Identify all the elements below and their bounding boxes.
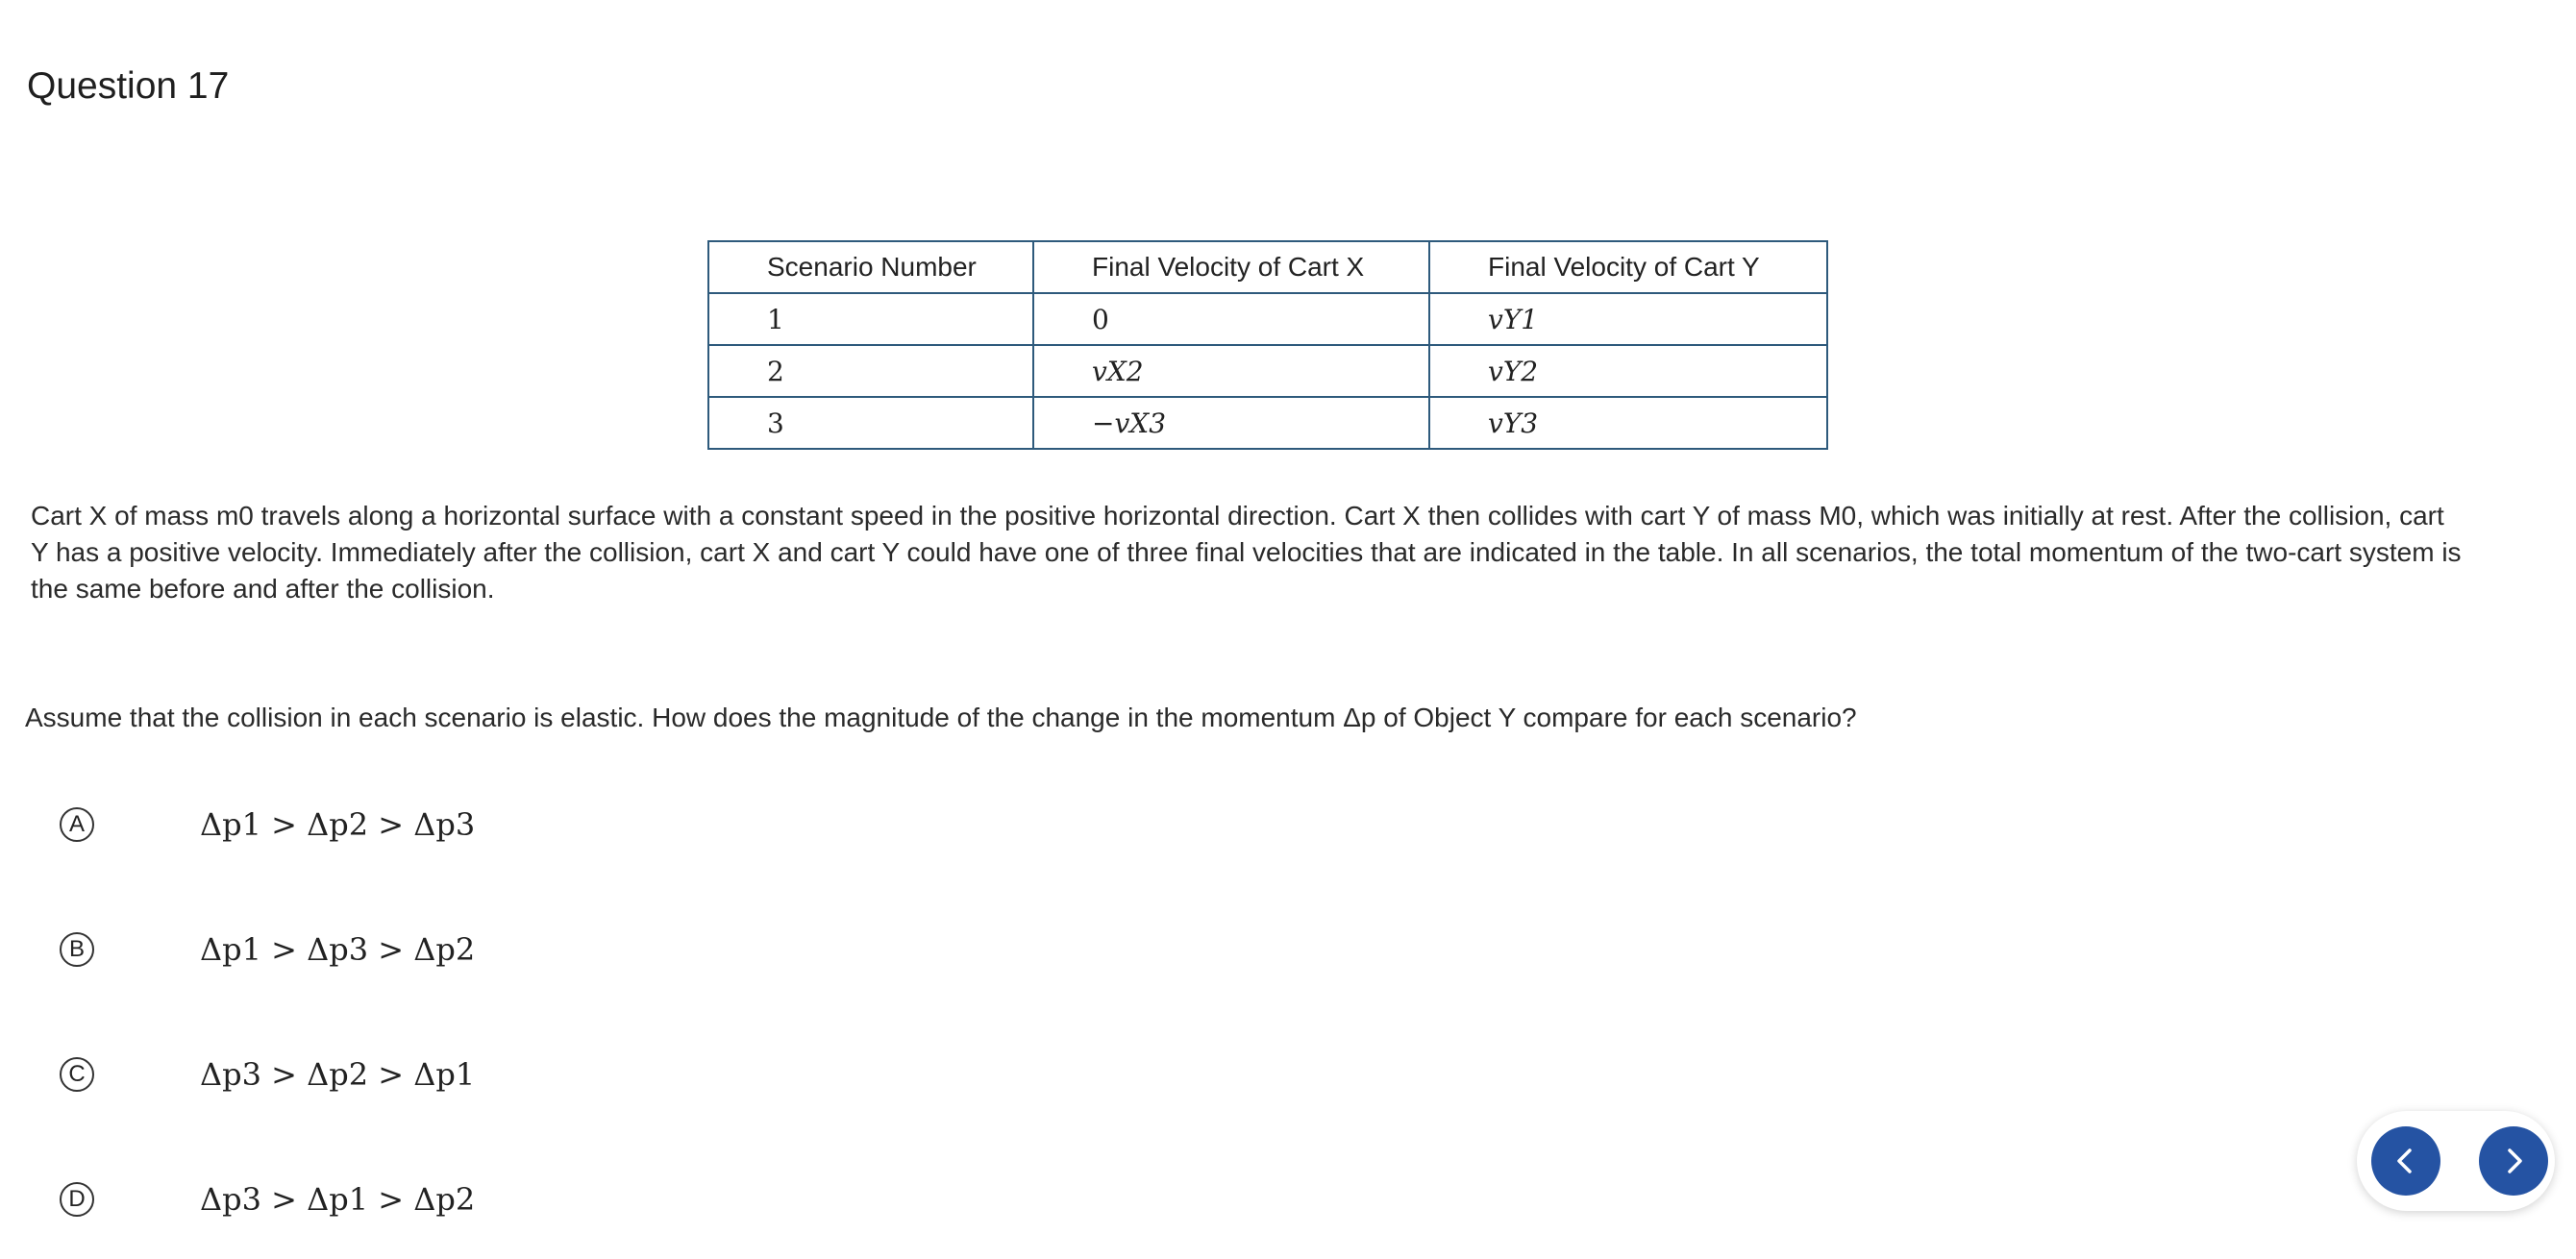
option-text: Δp3 > Δp2 > Δp1 <box>200 1056 476 1093</box>
velocity-table <box>707 240 1828 450</box>
table-header-cell: Final Velocity of Cart Y <box>1429 241 1827 293</box>
answer-option-b[interactable] <box>60 926 829 974</box>
stem-line: Cart X of mass m0 travels along a horizontal surface with a constant speed in the positive horizontal direction. Cart X then collides with cart Y of mass M0, which was initially at rest. After the collision, cart <box>31 501 2444 531</box>
previous-question-button[interactable] <box>2371 1126 2440 1196</box>
table-cell: 3 <box>708 397 1033 449</box>
table-header-cell: Scenario Number <box>708 241 1033 293</box>
table-row <box>708 397 1827 449</box>
option-text: Δp1 > Δp3 > Δp2 <box>200 931 476 968</box>
option-letter: A <box>60 807 94 842</box>
answer-option-d[interactable] <box>60 1175 829 1223</box>
stem-line: Y has a positive velocity. Immediately after the collision, cart X and cart Y could have one of three final velocities that are indicated in the table. In all scenarios, the total momentum of the two-cart system is <box>31 537 2462 567</box>
option-letter: D <box>60 1182 94 1217</box>
chevron-right-icon <box>2496 1144 2531 1178</box>
chevron-left-icon <box>2389 1144 2423 1178</box>
navigation-controls <box>2357 1111 2555 1211</box>
table-header-cell: Final Velocity of Cart X <box>1033 241 1429 293</box>
option-letter: C <box>60 1057 94 1092</box>
table-cell: vX2 <box>1033 345 1429 397</box>
question-stem <box>31 498 2511 607</box>
question-prompt: Assume that the collision in each scenario is elastic. How does the magnitude of the change in the momentum Δp of Object Y compare for each scenario? <box>25 703 1857 732</box>
page-title: Question 17 <box>27 65 230 107</box>
answer-option-c[interactable] <box>60 1050 829 1099</box>
answer-option-a[interactable] <box>60 801 829 849</box>
next-question-button[interactable] <box>2479 1126 2548 1196</box>
stem-line: the same before and after the collision. <box>31 574 495 604</box>
table-row <box>708 345 1827 397</box>
option-letter: B <box>60 932 94 967</box>
table-cell: 1 <box>708 293 1033 345</box>
table-cell: 0 <box>1033 293 1429 345</box>
option-text: Δp3 > Δp1 > Δp2 <box>200 1181 476 1218</box>
option-text: Δp1 > Δp2 > Δp3 <box>200 806 476 843</box>
table-row <box>708 293 1827 345</box>
table-cell: vY1 <box>1429 293 1827 345</box>
table-header-row <box>708 241 1827 293</box>
table-cell: vY3 <box>1429 397 1827 449</box>
table-cell: 2 <box>708 345 1033 397</box>
table-cell: vY2 <box>1429 345 1827 397</box>
table-cell: −vX3 <box>1033 397 1429 449</box>
